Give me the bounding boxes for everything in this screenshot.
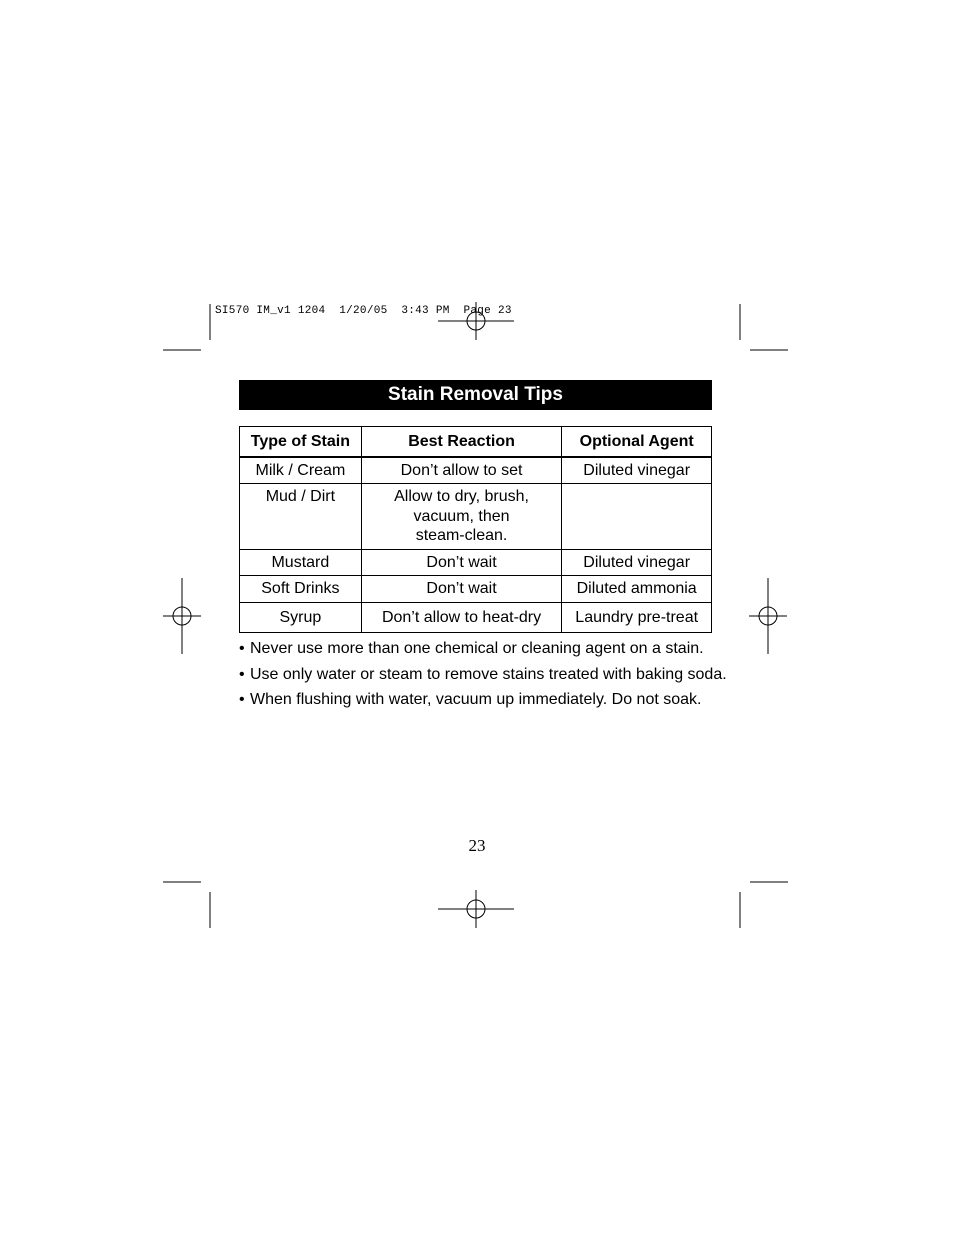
bullet-icon: • xyxy=(239,640,245,657)
tip-text: Never use more than one chemical or cleaning agent on a stain. xyxy=(250,640,704,657)
list-item xyxy=(239,664,727,690)
tip-text: Use only water or steam to remove stains treated with baking soda. xyxy=(250,665,727,683)
table-row xyxy=(240,602,712,633)
bullet-icon: • xyxy=(239,691,245,708)
table-header-row xyxy=(240,427,712,457)
reaction-cell: Don’t wait xyxy=(361,549,562,576)
printer-slug: SI570 IM_v1 1204 1/20/05 3:43 PM Page 23 xyxy=(215,305,512,317)
table-row xyxy=(240,457,712,484)
tips-list xyxy=(239,638,727,715)
reaction-cell: Allow to dry, brush, vacuum, then steam-clean. xyxy=(361,484,562,550)
agent-cell: Diluted vinegar xyxy=(562,549,712,576)
reaction-cell: Don’t allow to set xyxy=(361,457,562,484)
agent-cell: Diluted ammonia xyxy=(562,576,712,603)
agent-cell: Diluted vinegar xyxy=(562,457,712,484)
header-best-reaction: Best Reaction xyxy=(361,427,562,457)
stain-cell: Syrup xyxy=(240,602,362,633)
section-title: Stain Removal Tips xyxy=(388,384,563,405)
section-title-bar xyxy=(239,380,712,410)
stain-cell: Milk / Cream xyxy=(240,457,362,484)
table-row xyxy=(240,484,712,550)
stain-cell: Mud / Dirt xyxy=(240,484,362,550)
agent-cell: Laundry pre-treat xyxy=(562,602,712,633)
registration-mark-bottom xyxy=(467,900,485,918)
header-optional-agent: Optional Agent xyxy=(562,427,712,457)
page-number: 23 xyxy=(468,836,486,855)
header-type-of-stain: Type of Stain xyxy=(240,427,362,457)
agent-cell xyxy=(562,484,712,550)
bullet-icon: • xyxy=(239,665,245,683)
table-row xyxy=(240,549,712,576)
registration-mark-right xyxy=(759,607,777,625)
stain-removal-table xyxy=(239,426,712,633)
list-item xyxy=(239,638,719,664)
stain-cell: Mustard xyxy=(240,549,362,576)
registration-mark-left xyxy=(173,607,191,625)
list-item xyxy=(239,689,719,715)
stain-cell: Soft Drinks xyxy=(240,576,362,603)
table-row xyxy=(240,576,712,603)
reaction-cell: Don’t wait xyxy=(361,576,562,603)
tip-text: When flushing with water, vacuum up immediately. Do not soak. xyxy=(250,691,702,708)
reaction-cell: Don’t allow to heat-dry xyxy=(361,602,562,633)
